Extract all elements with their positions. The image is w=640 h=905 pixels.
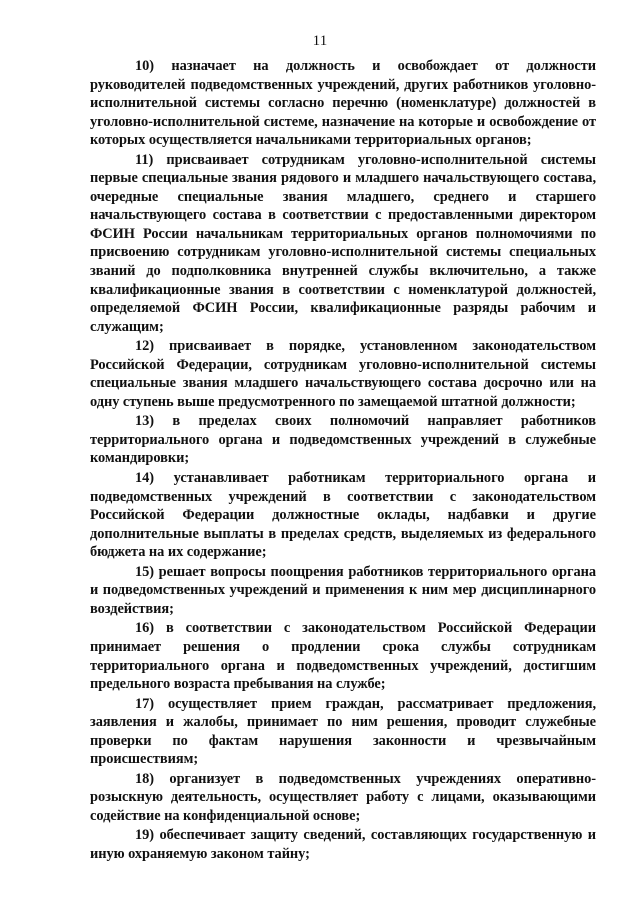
- paragraph-item-15: 15) решает вопросы поощрения работников территориального органа и подведомственных учреждений и применения к ним мер дисциплинарного воздействия;: [90, 563, 596, 617]
- paragraph-item-12: 12) присваивает в порядке, установленном законодательством Российской Федерации, сотрудникам уголовно-исполнительной системы специальные звания младшего начальствующего состава досрочно или на одну ступень выше предусмотренного по замещаемой штатной должности;: [90, 338, 596, 410]
- paragraph-item-19: 19) обеспечивает защиту сведений, составляющих государственную и иную охраняемую законом тайну;: [90, 827, 596, 862]
- paragraph-item-17: 17) осуществляет прием граждан, рассматривает предложения, заявления и жалобы, принимает по ним решения, проводит служебные проверки по фактам нарушения законности и чрезвычайным происшествиям;: [90, 695, 596, 768]
- paragraph-item-14: 14) устанавливает работникам территориального органа и подведомственных учреждений в соответствии с законодательством Российской Федерации должностные оклады, надбавки и другие дополнительные выплаты в пределах средств, выделяемых из федерального бюджета на их содержание;: [90, 470, 596, 561]
- paragraph-item-16: 16) в соответствии с законодательством Российской Федерации принимает решения о продлении срока службы сотрудникам территориального органа и подведомственных учреждений, достигшим предельного возраста пребывания на службе;: [90, 620, 596, 693]
- paragraph-item-18: 18) организует в подведомственных учреждениях оперативно-розыскную деятельность, осуществляет работу с лицами, оказывающими содействие на конфиденциальной основе;: [90, 770, 596, 824]
- paragraph-item-13: 13) в пределах своих полномочий направляет работников территориального органа и подведомственных учреждений в служебные командировки;: [90, 413, 596, 467]
- paragraph-item-11: 11) присваивает сотрудникам уголовно-исполнительной системы первые специальные звания рядового и младшего начальствующего состава, очередные специальные звания младшего, среднего и старшего начальствующего состава в соответствии с предоставленными директором ФСИН России начальникам территориальных органов полномочиями по присвоению сотрудникам уголовно-исполнительной системы специальных званий до подполковника внутренней службы включительно, а также квалификационные звания в соответствии с номенклатурой должностей, определяемой ФСИН России, квалификационные разряды рабочим и служащим;: [90, 151, 596, 335]
- document-body: [90, 57, 596, 864]
- paragraph-item-10: 10) назначает на должность и освобождает от должности руководителей подведомственных учреждений, других работников уголовно-исполнительной системы согласно перечню (номенклатуре) должностей в уголовно-исполнительной системе, назначение на которые и освобождение от которых осуществляется начальниками территориальных органов;: [90, 58, 596, 149]
- page-number: 11: [312, 33, 328, 49]
